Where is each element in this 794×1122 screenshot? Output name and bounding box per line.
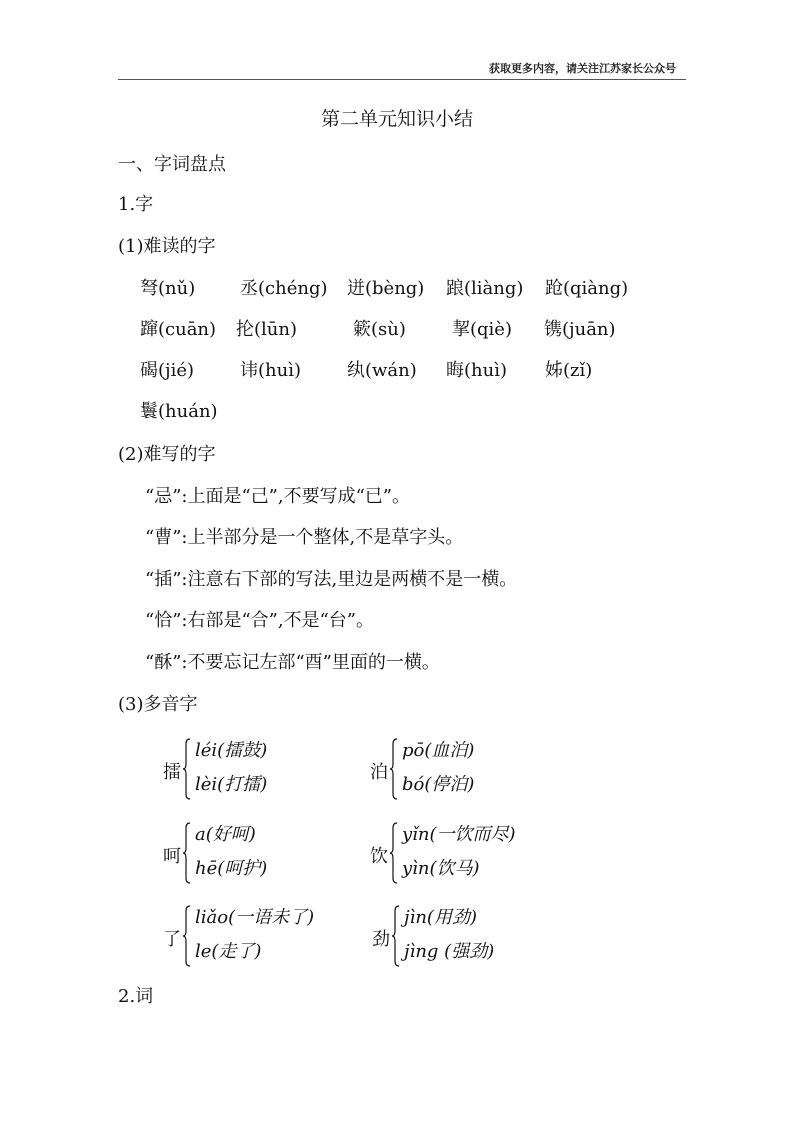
- hard-read-char: 碣(jié): [140, 360, 195, 381]
- words-heading: 2.词: [118, 986, 154, 1007]
- hard-read-char: 纨(wán): [347, 360, 417, 381]
- polyphone-entry: [370, 736, 570, 806]
- hard-read-char: 镌(juān): [544, 319, 616, 340]
- hard-read-char: 跄(qiàng): [545, 278, 629, 299]
- hard-read-char: 丞(chéng): [240, 278, 328, 299]
- polyphone-reading: lèi(打擂): [195, 774, 268, 795]
- polyphone-reading: jìng (强劲): [404, 941, 495, 962]
- polyphone-reading: yìn(饮马): [402, 858, 480, 879]
- polyphone-reading: le(走了): [195, 941, 262, 962]
- polyphone-char: 泊: [370, 762, 388, 783]
- header-note: 获取更多内容，请关注江苏家长公众号: [489, 62, 676, 75]
- polyphone-reading: hē(呵护): [195, 858, 268, 879]
- brace-icon: [392, 905, 400, 967]
- polyphone-entry: [163, 736, 343, 806]
- hard-read-char: 姊(zǐ): [545, 360, 593, 381]
- hard-read-char: 鬟(huán): [140, 401, 218, 422]
- section-heading: 一、字词盘点: [118, 154, 226, 175]
- subsection-heading-characters: 1.字: [118, 194, 154, 215]
- polyphone-heading: (3)多音字: [118, 694, 198, 715]
- polyphone-entry: [372, 903, 572, 973]
- polyphone-reading: yǐn(一饮而尽): [402, 824, 516, 845]
- hard-read-char: 讳(huì): [240, 360, 301, 381]
- polyphone-char: 劲: [372, 929, 390, 950]
- polyphone-char: 擂: [163, 762, 181, 783]
- hard-read-char: 蹿(cuān): [140, 319, 217, 340]
- polyphone-char: 饮: [370, 846, 388, 867]
- polyphone-char: 了: [163, 929, 181, 950]
- hard-to-read-heading: (1)难读的字: [118, 236, 216, 257]
- hard-read-char: 迸(bèng): [347, 278, 425, 299]
- hard-to-write-heading: (2)难写的字: [118, 444, 216, 465]
- header-rule: [118, 79, 686, 80]
- brace-icon: [183, 738, 191, 800]
- hard-write-item: “曹”:上半部分是一个整体,不是草字头。: [145, 527, 464, 548]
- hard-write-item: “恰”:右部是“合”,不是“台”。: [145, 610, 374, 631]
- polyphone-reading: jìn(用劲): [404, 907, 477, 928]
- hard-read-char: 弩(nǔ): [140, 278, 196, 299]
- brace-icon: [183, 822, 191, 884]
- hard-read-char: 踉(liàng): [446, 278, 524, 299]
- polyphone-reading: léi(擂鼓): [195, 740, 268, 761]
- polyphone-entry: [163, 820, 343, 890]
- hard-read-char: 挈(qiè): [452, 319, 512, 340]
- polyphone-reading: pō(血泊): [402, 740, 475, 761]
- hard-read-char: 抡(lūn): [236, 319, 297, 340]
- hard-write-item: “忌”:上面是“己”,不要写成“已”。: [145, 486, 410, 507]
- polyphone-reading: bó(停泊): [402, 774, 475, 795]
- polyphone-reading: a(好呵): [195, 824, 256, 845]
- polyphone-char: 呵: [163, 846, 181, 867]
- brace-icon: [390, 738, 398, 800]
- brace-icon: [390, 822, 398, 884]
- polyphone-entry: [163, 903, 363, 973]
- hard-write-item: “酥”:不要忘记左部“酉”里面的一横。: [145, 652, 440, 673]
- polyphone-reading: liǎo(一语未了): [195, 907, 315, 928]
- polyphone-entry: [370, 820, 590, 890]
- page-title: 第二单元知识小结: [320, 108, 473, 130]
- hard-write-item: “插”:注意右下部的写法,里边是两横不是一横。: [145, 569, 518, 590]
- brace-icon: [183, 905, 191, 967]
- hard-read-char: 晦(huì): [446, 360, 507, 381]
- hard-read-char: 簌(sù): [353, 319, 406, 340]
